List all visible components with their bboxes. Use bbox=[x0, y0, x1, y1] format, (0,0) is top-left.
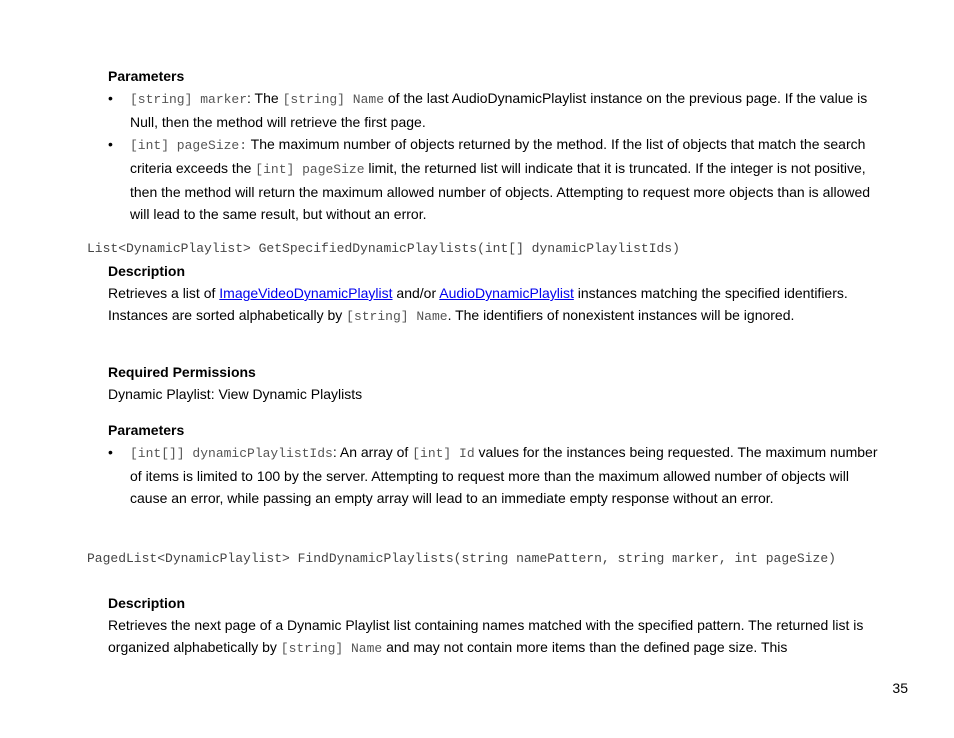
link-audiodynamicplaylist[interactable]: AudioDynamicPlaylist bbox=[439, 285, 574, 301]
description-text-part: and may not contain more items than the defined page size. This bbox=[382, 639, 788, 655]
param-text: of the last AudioDynamicPlaylist instance on the previous page. If the value is Null, then the method will retrieve the first page. bbox=[130, 90, 868, 130]
param-text: : An array of bbox=[332, 444, 413, 460]
param-code: [int] pageSize: bbox=[130, 138, 248, 153]
parameter-item-marker bbox=[108, 87, 878, 133]
description-heading: Description bbox=[108, 595, 186, 611]
description-text-part: instances matching the specified identifiers. Instances are sorted alphabetically by bbox=[108, 285, 848, 323]
param-text: : The bbox=[247, 90, 283, 106]
description-heading: Description bbox=[108, 263, 186, 279]
parameters-list bbox=[108, 441, 878, 509]
page-number: 35 bbox=[892, 680, 908, 696]
description-text-part: . The identifiers of nonexistent instances will be ignored. bbox=[447, 307, 795, 323]
parameter-item-pagesize bbox=[108, 133, 878, 225]
param-text: limit, the returned list will indicate that it is truncated. If the integer is not positive, then the method will return the maximum allowed number of objects. Attempting to request more objects than is allowed will lead to the same result, but without an error. bbox=[130, 160, 871, 222]
description-text bbox=[108, 614, 878, 660]
param-text: values for the instances being requested. The maximum number of items is limited to 100 by the server. Attempting to request more than the maximum allowed number of objects will cause an error, while passing an empty array will lead to an immediate empty response without an error. bbox=[130, 444, 878, 506]
permissions-text: Dynamic Playlist: View Dynamic Playlists bbox=[108, 386, 363, 402]
param-code: [string] marker bbox=[130, 92, 248, 107]
description-text-part: Retrieves a list of bbox=[108, 285, 220, 301]
method-signature-find-dynamic: PagedList<DynamicPlaylist> FindDynamicPlaylists(string namePattern, string marker, int pageSize) bbox=[87, 551, 836, 566]
param-code: [string] Name bbox=[282, 92, 384, 107]
description-section-2 bbox=[108, 592, 878, 660]
parameters-section bbox=[108, 65, 878, 225]
permissions-heading: Required Permissions bbox=[108, 364, 256, 380]
param-code: [int] pageSize bbox=[255, 162, 365, 177]
method1-parameters-section bbox=[108, 419, 878, 509]
permissions-section bbox=[108, 361, 878, 405]
parameters-heading: Parameters bbox=[108, 422, 185, 438]
link-imagevideodynamicplaylist[interactable]: ImageVideoDynamicPlaylist bbox=[219, 285, 393, 301]
param-code: [int[]] dynamicPlaylistIds bbox=[130, 446, 333, 461]
method-signature-get-specified: List<DynamicPlaylist> GetSpecifiedDynamicPlaylists(int[] dynamicPlaylistIds) bbox=[87, 241, 680, 256]
param-text: The maximum number of objects returned by the method. If the list of objects that match the search criteria exceeds the bbox=[130, 136, 866, 176]
parameter-item-dynamicplaylistids bbox=[108, 441, 878, 509]
description-text-part: and/or bbox=[392, 285, 440, 301]
description-code: [string] Name bbox=[280, 641, 383, 656]
description-text bbox=[108, 282, 878, 328]
parameters-heading: Parameters bbox=[108, 68, 185, 84]
description-section bbox=[108, 260, 878, 328]
parameters-list bbox=[108, 87, 878, 225]
description-code: [string] Name bbox=[346, 309, 448, 324]
description-text-part: Retrieves the next page of a Dynamic Playlist list containing names matched with the specified pattern. The returned list is organized alphabetically by bbox=[108, 617, 864, 655]
param-code: [int] Id bbox=[412, 446, 475, 461]
